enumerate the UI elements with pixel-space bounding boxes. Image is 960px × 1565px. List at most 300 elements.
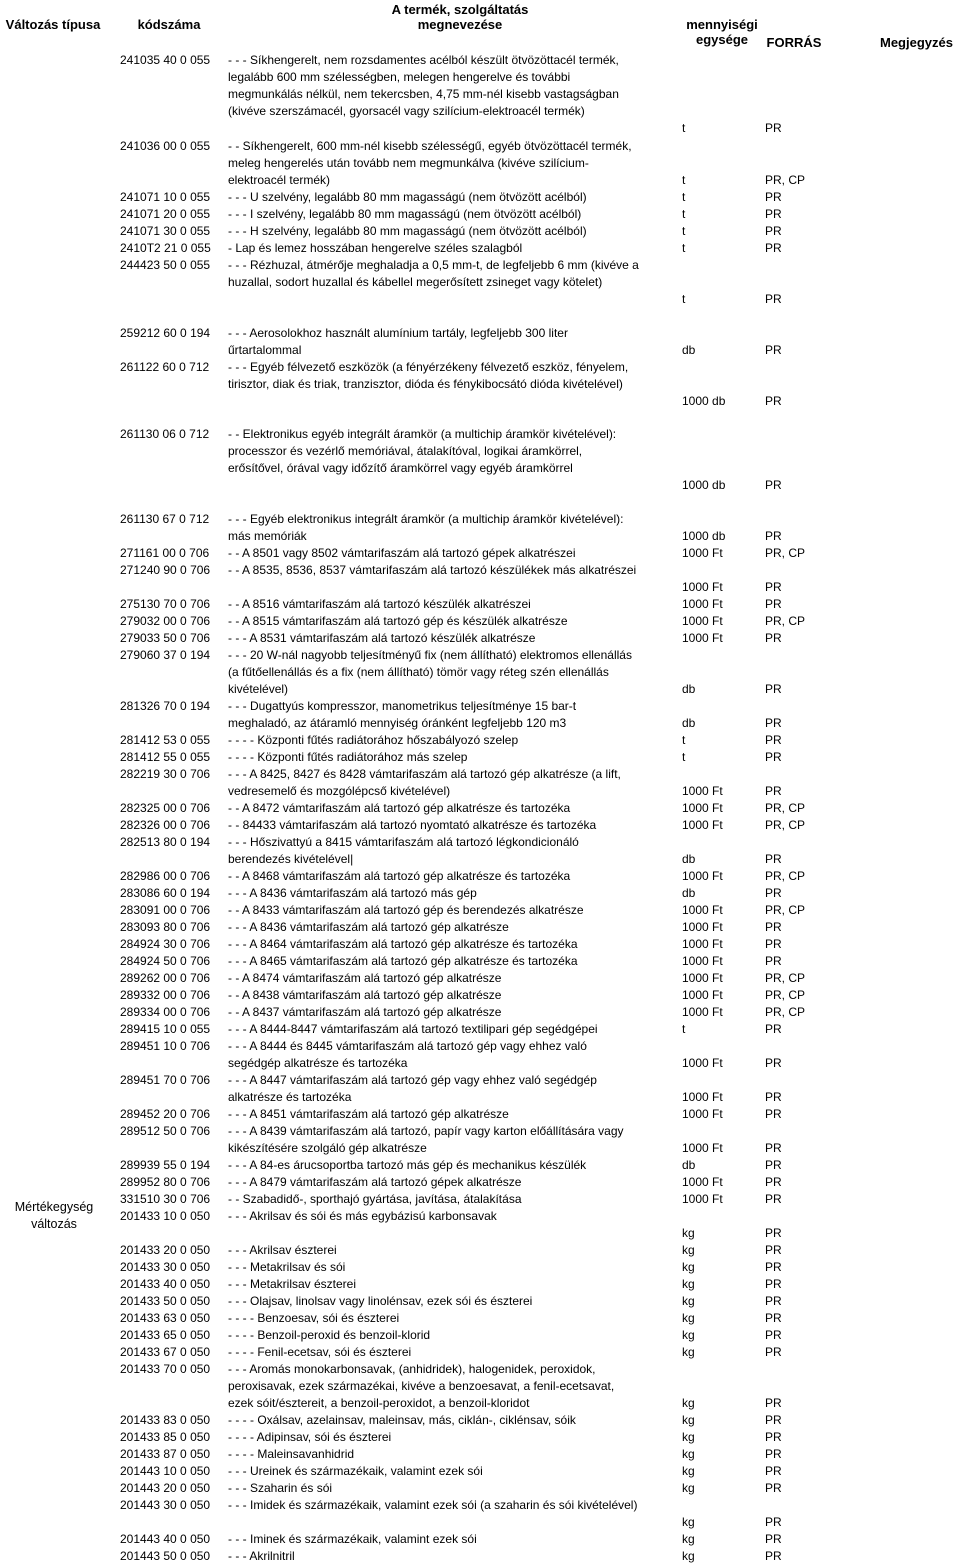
row-source: PR bbox=[765, 478, 782, 492]
row-code: 281412 55 0 055 bbox=[120, 750, 211, 764]
description-line: - - 84433 vámtarifaszám alá tartozó nyomtató alkatrésze és tartozéka bbox=[228, 818, 597, 832]
row-source: PR bbox=[765, 852, 782, 866]
table-row bbox=[0, 1361, 960, 1412]
row-description bbox=[228, 1038, 672, 1072]
row-source: PR bbox=[765, 597, 782, 611]
row-unit: kg bbox=[682, 1447, 695, 1461]
description-line: - - - Ureinek és származékaik, valamint ezek sói bbox=[228, 1464, 483, 1478]
row-description bbox=[228, 138, 672, 189]
row-unit: 1000 Ft bbox=[682, 631, 723, 645]
description-line bbox=[228, 393, 672, 410]
description-line: - - - A 8531 vámtarifaszám alá tartozó készülék alkatrésze bbox=[228, 631, 536, 645]
table-row bbox=[0, 868, 960, 885]
row-source: PR, CP bbox=[765, 903, 806, 917]
description-line: - - A 8472 vámtarifaszám alá tartozó gép alkatrésze és tartozéka bbox=[228, 801, 571, 815]
row-code: 201433 30 0 050 bbox=[120, 1260, 211, 1274]
row-code: 283091 00 0 706 bbox=[120, 903, 211, 917]
row-unit: 1000 Ft bbox=[682, 1056, 723, 1070]
row-code: 289939 55 0 194 bbox=[120, 1158, 211, 1172]
description-line: - - - - Benzoesav, sói és észterei bbox=[228, 1311, 400, 1325]
row-unit: 1000 Ft bbox=[682, 1107, 723, 1121]
table-row bbox=[0, 1548, 960, 1565]
row-source: PR bbox=[765, 1311, 782, 1325]
row-code: 2410T2 21 0 055 bbox=[120, 241, 211, 255]
row-source: PR bbox=[765, 1515, 782, 1529]
table-row bbox=[0, 189, 960, 206]
row-source: PR bbox=[765, 1226, 782, 1240]
description-line: tirisztor, diak és triak, tranzisztor, dióda és fénykibocsátó dióda kivételével) bbox=[228, 377, 623, 391]
table-row bbox=[0, 953, 960, 970]
row-code: 241035 40 0 055 bbox=[120, 53, 211, 67]
row-source: PR bbox=[765, 1328, 782, 1342]
table-row bbox=[0, 1429, 960, 1446]
description-line: - - - Metakrilsav észterei bbox=[228, 1277, 357, 1291]
row-unit: db bbox=[682, 343, 696, 357]
row-unit: 1000 db bbox=[682, 478, 726, 492]
row-description bbox=[228, 970, 672, 987]
description-line: (kivéve szerszámacél, gyorsacél vagy szilícium-elektroacél termék) bbox=[228, 104, 585, 118]
row-description bbox=[228, 868, 672, 885]
description-line: - - - U szelvény, legalább 80 mm magasságú (nem ötvözött acélból) bbox=[228, 190, 587, 204]
header-source: FORRÁS bbox=[766, 35, 822, 50]
description-line: alkatrésze és tartozéka bbox=[228, 1090, 352, 1104]
description-line: - - - Szaharin és sói bbox=[228, 1481, 333, 1495]
row-unit: 1000 Ft bbox=[682, 937, 723, 951]
row-source: PR bbox=[765, 1192, 782, 1206]
row-source: PR, CP bbox=[765, 801, 806, 815]
table-row bbox=[0, 1259, 960, 1276]
row-unit: 1000 Ft bbox=[682, 1192, 723, 1206]
row-code: 289262 00 0 706 bbox=[120, 971, 211, 985]
row-source: PR bbox=[765, 1243, 782, 1257]
table-row bbox=[0, 817, 960, 834]
description-line: - - - Iminek és származékaik, valamint ezek sói bbox=[228, 1532, 477, 1546]
row-description bbox=[228, 1548, 672, 1565]
row-code: 283093 80 0 706 bbox=[120, 920, 211, 934]
row-description bbox=[228, 1412, 672, 1429]
row-description bbox=[228, 732, 672, 749]
row-source: PR bbox=[765, 1277, 782, 1291]
row-description bbox=[228, 885, 672, 902]
row-unit: 1000 Ft bbox=[682, 1005, 723, 1019]
table-row bbox=[0, 1531, 960, 1548]
description-line: - - - - Központi fűtés radiátorához más szelep bbox=[228, 750, 468, 764]
table-row bbox=[0, 52, 960, 138]
description-line: processzor és vezérlő memóriával, átalakítóval, logikai áramkörrel, bbox=[228, 444, 583, 458]
row-description bbox=[228, 1480, 672, 1497]
table-row bbox=[0, 732, 960, 749]
row-code: 259212 60 0 194 bbox=[120, 326, 211, 340]
row-unit: t bbox=[682, 224, 686, 238]
row-source: PR bbox=[765, 1090, 782, 1104]
header-note: Megjegyzés bbox=[880, 35, 953, 50]
row-unit: kg bbox=[682, 1396, 695, 1410]
description-line: - - - Dugattyús kompresszor, manometrikus teljesítménye 15 bar-t bbox=[228, 699, 577, 713]
row-code: 275130 70 0 706 bbox=[120, 597, 211, 611]
row-unit: 1000 Ft bbox=[682, 903, 723, 917]
header-unit bbox=[672, 17, 772, 47]
row-source: PR bbox=[765, 1413, 782, 1427]
description-line: - - - Metakrilsav és sói bbox=[228, 1260, 346, 1274]
row-description bbox=[228, 189, 672, 206]
row-description bbox=[228, 1157, 672, 1174]
row-unit: 1000 Ft bbox=[682, 954, 723, 968]
description-line: - - - A 8465 vámtarifaszám alá tartozó gép alkatrésze és tartozéka bbox=[228, 954, 578, 968]
row-code: 201433 50 0 050 bbox=[120, 1294, 211, 1308]
description-line: - - - A 8436 vámtarifaszám alá tartozó gép alkatrésze bbox=[228, 920, 509, 934]
table-row bbox=[0, 1327, 960, 1344]
description-line: más memóriák bbox=[228, 529, 307, 543]
table-row bbox=[0, 919, 960, 936]
row-code: 201433 40 0 050 bbox=[120, 1277, 211, 1291]
row-description bbox=[228, 647, 672, 698]
description-line: legalább 600 mm szélességben, melegen hengerelve és további bbox=[228, 70, 571, 84]
row-source: PR bbox=[765, 343, 782, 357]
description-line: - - - - Központi fűtés radiátorához hőszabályozó szelep bbox=[228, 733, 519, 747]
table-row bbox=[0, 647, 960, 698]
row-code: 261122 60 0 712 bbox=[120, 360, 210, 374]
row-code: 241071 10 0 055 bbox=[120, 190, 211, 204]
description-line: megmunkálás nélkül, nem tekercsben, 4,75 mm-nél kisebb vastagságban bbox=[228, 87, 619, 101]
row-code: 244423 50 0 055 bbox=[120, 258, 211, 272]
row-unit: db bbox=[682, 852, 696, 866]
table-row bbox=[0, 1497, 960, 1531]
row-description bbox=[228, 1463, 672, 1480]
row-source: PR bbox=[765, 937, 782, 951]
table-row bbox=[0, 1344, 960, 1361]
table-row bbox=[0, 511, 960, 545]
row-unit: kg bbox=[682, 1243, 695, 1257]
row-description bbox=[228, 1208, 672, 1242]
row-unit: t bbox=[682, 292, 686, 306]
description-line: - - A 8438 vámtarifaszám alá tartozó gép alkatrésze bbox=[228, 988, 502, 1002]
row-source: PR bbox=[765, 920, 782, 934]
description-line: - - - A 8464 vámtarifaszám alá tartozó gép alkatrésze és tartozéka bbox=[228, 937, 578, 951]
row-unit: kg bbox=[682, 1413, 695, 1427]
row-unit: 1000 Ft bbox=[682, 801, 723, 815]
row-unit: kg bbox=[682, 1260, 695, 1274]
row-code: 201433 85 0 050 bbox=[120, 1430, 211, 1444]
table-row bbox=[0, 545, 960, 562]
table-row bbox=[0, 630, 960, 647]
table-row bbox=[0, 1463, 960, 1480]
row-code: 289415 10 0 055 bbox=[120, 1022, 211, 1036]
row-description bbox=[228, 698, 672, 732]
row-description bbox=[228, 1174, 672, 1191]
row-source: PR bbox=[765, 733, 782, 747]
table-row bbox=[0, 698, 960, 732]
table-row bbox=[0, 1174, 960, 1191]
row-source: PR, CP bbox=[765, 869, 806, 883]
row-description bbox=[228, 240, 672, 257]
row-unit: kg bbox=[682, 1277, 695, 1291]
header-product bbox=[330, 2, 590, 32]
description-line: - - - A 8425, 8427 és 8428 vámtarifaszám alá tartozó gép alkatrésze (a lift, bbox=[228, 767, 621, 781]
row-description bbox=[228, 1021, 672, 1038]
header-unit-top: mennyiségi bbox=[686, 17, 758, 32]
row-description bbox=[228, 426, 672, 494]
header-product-sub: megnevezése bbox=[417, 17, 503, 32]
table-row bbox=[0, 987, 960, 1004]
table-row bbox=[0, 1276, 960, 1293]
row-description bbox=[228, 749, 672, 766]
row-description bbox=[228, 1310, 672, 1327]
row-description bbox=[228, 613, 672, 630]
table-row bbox=[0, 138, 960, 189]
description-line: - Lap és lemez hosszában hengerelve széles szalagból bbox=[228, 241, 523, 255]
table-row bbox=[0, 1157, 960, 1174]
description-line: - - - - Oxálsav, azelainsav, maleinsav, más, ciklán-, ciklénsav, sóik bbox=[228, 1413, 576, 1427]
row-code: 289334 00 0 706 bbox=[120, 1005, 211, 1019]
row-unit: kg bbox=[682, 1311, 695, 1325]
row-description bbox=[228, 1276, 672, 1293]
row-description bbox=[228, 987, 672, 1004]
row-description bbox=[228, 1497, 672, 1531]
side-label-line: Mértékegység bbox=[14, 1200, 94, 1214]
row-code: 284924 30 0 706 bbox=[120, 937, 211, 951]
row-unit: t bbox=[682, 207, 686, 221]
description-line: - - - Akrilsav észterei bbox=[228, 1243, 337, 1257]
row-code: 284924 50 0 706 bbox=[120, 954, 211, 968]
description-line: - - - Rézhuzal, átmérője meghaladja a 0,5 mm-t, de legfeljebb 6 mm (kivéve a bbox=[228, 258, 639, 272]
row-source: PR, CP bbox=[765, 173, 806, 187]
table-row bbox=[0, 359, 960, 426]
row-code: 261130 06 0 712 bbox=[120, 427, 210, 441]
row-code: 201433 20 0 050 bbox=[120, 1243, 211, 1257]
row-description bbox=[228, 1259, 672, 1276]
description-line: - - Elektronikus egyéb integrált áramkör (a multichip áramkör kivételével): bbox=[228, 427, 617, 441]
row-source: PR bbox=[765, 1158, 782, 1172]
row-description bbox=[228, 834, 672, 868]
row-source: PR bbox=[765, 1549, 782, 1563]
description-line: - - - A 8444-8447 vámtarifaszám alá tartozó textilipari gép segédgépei bbox=[228, 1022, 598, 1036]
description-line: - - - Síkhengerelt, nem rozsdamentes acélból készült ötvözöttacél termék, bbox=[228, 53, 619, 67]
table-row bbox=[0, 800, 960, 817]
row-source: PR bbox=[765, 1396, 782, 1410]
header-change-type: Változás típusa bbox=[5, 17, 101, 32]
row-source: PR, CP bbox=[765, 1005, 806, 1019]
table-row bbox=[0, 902, 960, 919]
table-row bbox=[0, 1412, 960, 1429]
row-source: PR bbox=[765, 1141, 782, 1155]
description-line: - - - H szelvény, legalább 80 mm magasságú (nem ötvözött acélból) bbox=[228, 224, 587, 238]
row-code: 201433 70 0 050 bbox=[120, 1362, 211, 1376]
description-line: - - - Egyéb félvezető eszközök (a fényérzékeny félvezető eszköz, fényelem, bbox=[228, 360, 629, 374]
table-row bbox=[0, 613, 960, 630]
table-row bbox=[0, 1310, 960, 1327]
table-row bbox=[0, 1242, 960, 1259]
row-description bbox=[228, 1446, 672, 1463]
description-line: - - - A 84-es árucsoportba tartozó más gép és mechanikus készülék bbox=[228, 1158, 587, 1172]
row-unit: db bbox=[682, 716, 696, 730]
row-unit: 1000 Ft bbox=[682, 818, 723, 832]
row-code: 289451 10 0 706 bbox=[120, 1039, 211, 1053]
row-unit: kg bbox=[682, 1294, 695, 1308]
row-code: 281412 53 0 055 bbox=[120, 733, 211, 747]
description-line: - - - A 8479 vámtarifaszám alá tartozó gépek alkatrésze bbox=[228, 1175, 522, 1189]
row-source: PR, CP bbox=[765, 971, 806, 985]
row-source: PR bbox=[765, 716, 782, 730]
row-unit: 1000 Ft bbox=[682, 1141, 723, 1155]
description-line: (a fűtőellenállás és a fix (nem állítható) tömör vagy réteg szén ellenállás bbox=[228, 665, 609, 679]
row-source: PR bbox=[765, 886, 782, 900]
description-line: - - - Aromás monokarbonsavak, (anhidridek), halogenidek, peroxidok, bbox=[228, 1362, 596, 1376]
row-description bbox=[228, 817, 672, 834]
row-code: 201433 10 0 050 bbox=[120, 1209, 211, 1223]
row-code: 289452 20 0 706 bbox=[120, 1107, 211, 1121]
row-unit: 1000 Ft bbox=[682, 1090, 723, 1104]
row-code: 289952 80 0 706 bbox=[120, 1175, 211, 1189]
row-unit: 1000 Ft bbox=[682, 988, 723, 1002]
row-code: 201443 50 0 050 bbox=[120, 1549, 211, 1563]
description-line: - - A 8501 vagy 8502 vámtarifaszám alá tartozó gépek alkatrészei bbox=[228, 546, 576, 560]
table-row bbox=[0, 257, 960, 325]
description-line bbox=[228, 477, 672, 494]
table-row bbox=[0, 240, 960, 257]
row-description bbox=[228, 1531, 672, 1548]
row-unit: kg bbox=[682, 1226, 695, 1240]
row-code: 282326 00 0 706 bbox=[120, 818, 211, 832]
table-row bbox=[0, 562, 960, 596]
row-code: 289332 00 0 706 bbox=[120, 988, 211, 1002]
row-source: PR, CP bbox=[765, 818, 806, 832]
description-line: huzallal, sodort huzallal és kábellel megerősített zsineget vagy kötelet) bbox=[228, 275, 603, 289]
description-line: - - - - Maleinsavanhidrid bbox=[228, 1447, 355, 1461]
description-line: segédgép alkatrésze és tartozéka bbox=[228, 1056, 408, 1070]
description-line: - - Szabadidő-, sporthajó gyártása, javítása, átalakítása bbox=[228, 1192, 522, 1206]
row-code: 279033 50 0 706 bbox=[120, 631, 211, 645]
row-unit: kg bbox=[682, 1549, 695, 1563]
row-description bbox=[228, 902, 672, 919]
table-row bbox=[0, 325, 960, 359]
table-row bbox=[0, 426, 960, 511]
row-source: PR bbox=[765, 631, 782, 645]
row-unit: 1000 Ft bbox=[682, 597, 723, 611]
row-source: PR bbox=[765, 1430, 782, 1444]
row-source: PR bbox=[765, 750, 782, 764]
description-line: - - - - Adipinsav, sói és észterei bbox=[228, 1430, 392, 1444]
row-source: PR, CP bbox=[765, 988, 806, 1002]
description-line: - - Síkhengerelt, 600 mm-nél kisebb szélességű, egyéb ötvözöttacél termék, bbox=[228, 139, 632, 153]
table-row bbox=[0, 223, 960, 240]
table-row bbox=[0, 834, 960, 868]
description-line: berendezés kivételével| bbox=[228, 852, 354, 866]
row-source: PR bbox=[765, 1447, 782, 1461]
row-description bbox=[228, 766, 672, 800]
row-unit: t bbox=[682, 750, 686, 764]
description-line: - - - Egyéb elektronikus integrált áramkör (a multichip áramkör kivételével): bbox=[228, 512, 624, 526]
description-line: vedresemelő és mozgólépcső kivételével) bbox=[228, 784, 451, 798]
row-source: PR bbox=[765, 1175, 782, 1189]
row-code: 331510 30 0 706 bbox=[120, 1192, 211, 1206]
description-line: - - - Akrilsav és sói és más egybázisú karbonsavak bbox=[228, 1209, 497, 1223]
table-row bbox=[0, 885, 960, 902]
row-unit: kg bbox=[682, 1515, 695, 1529]
row-source: PR bbox=[765, 394, 782, 408]
row-description bbox=[228, 325, 672, 359]
row-unit: t bbox=[682, 1022, 686, 1036]
row-code: 241071 30 0 055 bbox=[120, 224, 211, 238]
description-line bbox=[228, 120, 672, 137]
row-source: PR bbox=[765, 580, 782, 594]
table-row bbox=[0, 936, 960, 953]
row-source: PR bbox=[765, 224, 782, 238]
description-line: - - A 8468 vámtarifaszám alá tartozó gép alkatrésze és tartozéka bbox=[228, 869, 571, 883]
description-line: - - - Aerosolokhoz használt alumínium tartály, legfeljebb 300 liter bbox=[228, 326, 568, 340]
table-row bbox=[0, 1480, 960, 1497]
description-line: - - - Olajsav, linolsav vagy linolénsav, ezek sói és észterei bbox=[228, 1294, 533, 1308]
row-source: PR bbox=[765, 1345, 782, 1359]
row-source: PR bbox=[765, 1464, 782, 1478]
description-line: peroxisavak, ezek származékai, kivéve a benzoesavat, a fenil-ecetsavat, bbox=[228, 1379, 615, 1393]
row-unit: 1000 db bbox=[682, 529, 726, 543]
description-line: - - - A 8439 vámtarifaszám alá tartozó, papír vagy karton előállítására vagy bbox=[228, 1124, 624, 1138]
row-source: PR bbox=[765, 1107, 782, 1121]
description-line bbox=[228, 1514, 672, 1531]
table-row bbox=[0, 596, 960, 613]
row-source: PR bbox=[765, 1022, 782, 1036]
row-unit: 1000 Ft bbox=[682, 1175, 723, 1189]
table-row bbox=[0, 1123, 960, 1157]
row-description bbox=[228, 953, 672, 970]
table-row bbox=[0, 206, 960, 223]
row-unit: t bbox=[682, 173, 686, 187]
row-code: 201443 30 0 050 bbox=[120, 1498, 211, 1512]
table-row bbox=[0, 1446, 960, 1463]
row-unit: t bbox=[682, 241, 686, 255]
row-code: 271240 90 0 706 bbox=[120, 563, 211, 577]
row-source: PR bbox=[765, 292, 782, 306]
row-unit: t bbox=[682, 190, 686, 204]
row-unit: 1000 Ft bbox=[682, 580, 723, 594]
row-unit: db bbox=[682, 886, 696, 900]
row-code: 261130 67 0 712 bbox=[120, 512, 210, 526]
row-code: 241071 20 0 055 bbox=[120, 207, 211, 221]
row-source: PR bbox=[765, 682, 782, 696]
row-unit: 1000 Ft bbox=[682, 920, 723, 934]
row-unit: 1000 Ft bbox=[682, 546, 723, 560]
table-row bbox=[0, 1106, 960, 1123]
row-description bbox=[228, 1327, 672, 1344]
description-line: erősítővel, órával vagy időzítő áramkörrel vagy egyéb áramkörrel bbox=[228, 461, 573, 475]
row-source: PR bbox=[765, 1056, 782, 1070]
row-source: PR bbox=[765, 241, 782, 255]
description-line: - - - - Benzoil-peroxid és benzoil-klorid bbox=[228, 1328, 431, 1342]
row-source: PR bbox=[765, 207, 782, 221]
description-line: kikészítésére szolgáló gép alkatrésze bbox=[228, 1141, 427, 1155]
table-row bbox=[0, 970, 960, 987]
description-line: űrtartalommal bbox=[228, 343, 302, 357]
row-description bbox=[228, 936, 672, 953]
table-row bbox=[0, 1293, 960, 1310]
row-code: 271161 00 0 706 bbox=[120, 546, 210, 560]
row-code: 282219 30 0 706 bbox=[120, 767, 211, 781]
row-code: 201433 65 0 050 bbox=[120, 1328, 211, 1342]
row-unit: 1000 db bbox=[682, 394, 726, 408]
description-line: ezek sóit/észtereit, a benzoil-peroxidot, a benzoil-kloridot bbox=[228, 1396, 530, 1410]
row-source: PR bbox=[765, 1260, 782, 1274]
row-code: 279032 00 0 706 bbox=[120, 614, 211, 628]
row-code: 282986 00 0 706 bbox=[120, 869, 211, 883]
row-source: PR bbox=[765, 121, 782, 135]
row-code: 283086 60 0 194 bbox=[120, 886, 211, 900]
description-line: - - A 8516 vámtarifaszám alá tartozó készülék alkatrészei bbox=[228, 597, 531, 611]
header-product-top: A termék, szolgáltatás bbox=[391, 2, 529, 17]
description-line: - - - - Fenil-ecetsav, sói és észterei bbox=[228, 1345, 412, 1359]
description-line: - - A 8433 vámtarifaszám alá tartozó gép és berendezés alkatrésze bbox=[228, 903, 584, 917]
row-description bbox=[228, 596, 672, 613]
description-line: - - - Hőszivattyú a 8415 vámtarifaszám alá tartozó légkondicionáló bbox=[228, 835, 579, 849]
